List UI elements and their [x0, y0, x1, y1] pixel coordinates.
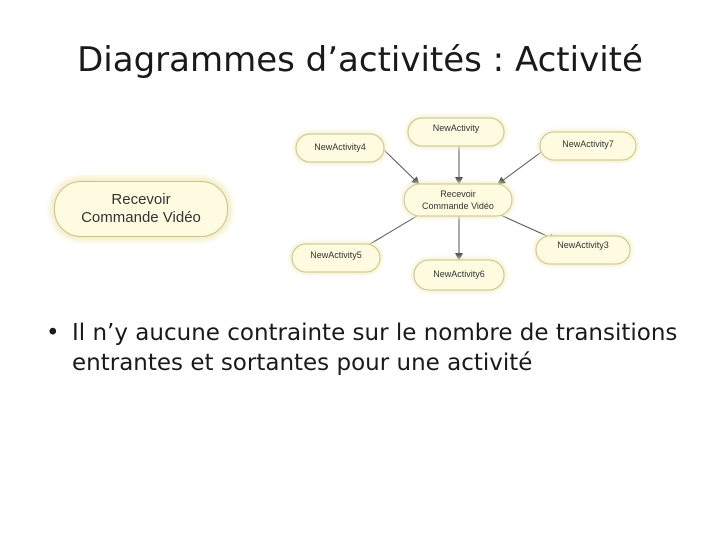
activity-newactivity6 — [414, 260, 504, 290]
activity-newactivity7 — [540, 132, 636, 160]
activity-node-line-2: Commande Vidéo — [81, 209, 201, 226]
arrow-from-newactivity7 — [498, 150, 544, 184]
bullet-item: • Il n’y aucune contrainte sur le nombre de transitions entrantes et sortantes pour une activité — [42, 318, 682, 378]
activity-center-line-1: Recevoir — [440, 189, 476, 199]
slide-title: Diagrammes d’activités : Activité — [77, 40, 643, 80]
activity-newactivity5-label: NewActivity5 — [310, 250, 362, 260]
activity-newactivity3-label: NewActivity3 — [557, 240, 609, 250]
activity-newactivity6-label: NewActivity6 — [433, 269, 485, 279]
activity-node — [54, 181, 228, 237]
activity-diagram — [284, 110, 644, 300]
bullet-list — [42, 318, 682, 378]
arrow-from-newactivity4 — [384, 150, 419, 184]
activity-newactivity3 — [536, 236, 630, 264]
activity-node-line-1: Recevoir — [111, 191, 171, 208]
activity-newactivity4-label: NewActivity4 — [314, 142, 366, 152]
activity-newactivity4 — [296, 134, 384, 162]
activity-newactivity5 — [292, 244, 380, 272]
activity-newactivity7-label: NewActivity7 — [562, 139, 614, 149]
activity-newactivity-label: NewActivity — [432, 123, 480, 133]
activity-center-line-2: Commande Vidéo — [422, 201, 494, 211]
activity-newactivity — [408, 118, 504, 146]
activity-center — [404, 184, 512, 216]
